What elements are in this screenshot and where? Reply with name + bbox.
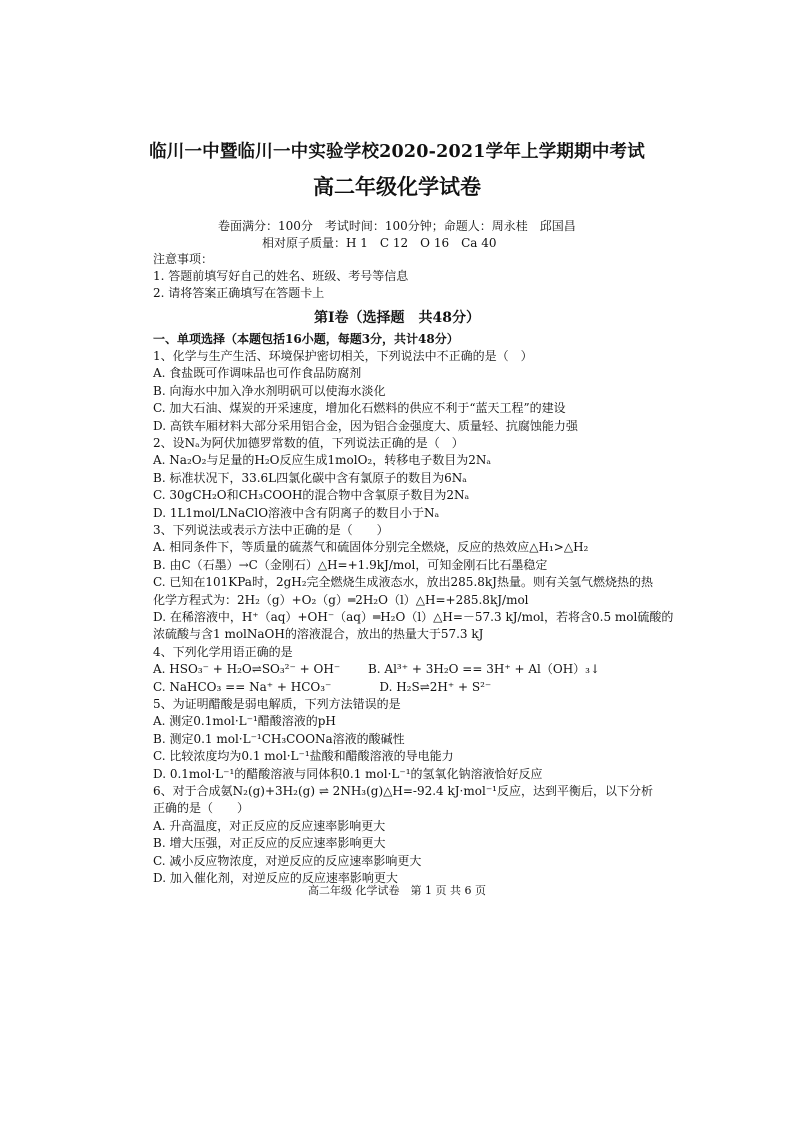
- question-line: C. 减小反应物浓度，对逆反应的反应速率影响更大: [153, 853, 422, 868]
- question-line: 2、设Nₐ为阿伏加德罗常数的值，下列说法正确的是（ ）: [153, 436, 464, 450]
- question-line: C. 加大石油、煤炭的开采速度，增加化石燃料的供应不利于“蓝天工程”的建设: [153, 401, 566, 416]
- question-line: A. 测定0.1mol·L⁻¹醋酸溶液的pH: [153, 714, 336, 729]
- question-line: 化学方程式为：2H₂（g）+O₂（g）═2H₂O（l）△H=+285.8kJ/mol: [153, 592, 529, 607]
- question-line: B. 测定0.1 mol·L⁻¹CH₃COONa溶液的酸碱性: [153, 731, 405, 746]
- question-line: 浓硫酸与含1 molNaOH的溶液混合，放出的热量大于57.3 kJ: [153, 627, 484, 642]
- question-line: C. 30gCH₂O和CH₃COOH的混合物中含氧原子数目为2Nₐ: [153, 488, 470, 503]
- question-line: D. 0.1mol·L⁻¹的醋酸溶液与同体积0.1 mol·L⁻¹的氢氧化钠溶液恰好反应: [153, 766, 543, 781]
- question-line: D. 加入催化剂，对逆反应的反应速率影响更大: [153, 871, 398, 885]
- question-line: 3、下列说法或表示方法中正确的是（ ）: [153, 523, 389, 537]
- question-line: B. 标准状况下，33.6L四氯化碳中含有氯原子的数目为6Nₐ: [153, 470, 467, 485]
- exam-title: 临川一中暨临川一中实验学校2020-2021学年上学期期中考试: [149, 142, 645, 162]
- question-line: B. 向海水中加入净水剂明矾可以使海水淡化: [153, 383, 386, 398]
- question-line: 正确的是（ ）: [153, 801, 250, 816]
- question-line: 4、下列化学用语正确的是: [153, 644, 293, 659]
- question-line: B. 增大压强，对正反应的反应速率影响更大: [153, 836, 386, 851]
- exam-meta-line2: 相对原子质量：H 1 C 12 O 16 Ca 40: [262, 236, 497, 250]
- notes-heading: 注意事项：: [153, 252, 214, 266]
- question-line: D. 在稀溶液中，H⁺（aq）+OH⁻（aq）═H₂O（l）△H=－57.3 kJ/mol，若将含0.5 mol硫酸的: [153, 610, 674, 624]
- question-line: A. 升高温度，对正反应的反应速率影响更大: [153, 818, 386, 833]
- question-line: A. HSO₃⁻ + H₂O⇌SO₃²⁻ + OH⁻ B. Al³⁺ + 3H₂O == 3H⁺ + Al（OH）₃↓: [153, 662, 601, 677]
- question-line: C. 比较浓度均为0.1 mol·L⁻¹盐酸和醋酸溶液的导电能力: [153, 749, 454, 764]
- question-line: 5、为证明醋酸是弱电解质，下列方法错误的是: [153, 697, 401, 711]
- question-line: A. 食盐既可作调味品也可作食品防腐剂: [153, 366, 362, 381]
- question-line: C. NaHCO₃ == Na⁺ + HCO₃⁻ D. H₂S⇌2H⁺ + S²⁻: [153, 679, 492, 694]
- notes-item: 2. 请将答案正确填写在答题卡上: [153, 286, 325, 300]
- exam-meta-line1: 卷面满分：100分 考试时间：100分钟；命题人：周永桂 邱国昌: [218, 219, 576, 233]
- exam-subtitle: 高二年级化学试卷: [313, 174, 481, 199]
- question-line: D. 1L1mol/LNaClO溶液中含有阴离子的数目小于Nₐ: [153, 505, 440, 520]
- part-heading: 一、单项选择（本题包括16小题，每题3分，共计48分）: [153, 332, 459, 346]
- question-line: D. 高铁车厢材料大部分采用铝合金，因为铝合金强度大、质量轻、抗腐蚀能力强: [153, 418, 578, 433]
- question-line: A. Na₂O₂与足量的H₂O反应生成1molO₂，转移电子数目为2Nₐ: [153, 453, 492, 468]
- question-line: 1、化学与生产生活、环境保护密切相关，下列说法中不正确的是（ ）: [153, 349, 533, 363]
- question-line: 6、对于合成氨N₂(g)+3H₂(g) ⇌ 2NH₃(g)△H=-92.4 kJ·mol⁻¹反应，达到平衡后，以下分析: [153, 784, 653, 798]
- notes-item: 1. 答题前填写好自己的姓名、班级、考号等信息: [153, 269, 409, 283]
- question-line: C. 已知在101KPa时，2gH₂完全燃烧生成液态水，放出285.8kJ热量。则有关氢气燃烧热的热: [153, 575, 653, 590]
- question-line: A. 相同条件下，等质量的硫蒸气和硫固体分别完全燃烧，反应的热效应△H₁>△H₂: [153, 540, 589, 555]
- section-title: 第Ⅰ卷（选择题 共48分）: [313, 310, 481, 326]
- question-line: B. 由C（石墨）→C（金刚石）△H=+1.9kJ/mol，可知金刚石比石墨稳定: [153, 557, 548, 572]
- page-footer: 高二年级 化学试卷 第 1 页 共 6 页: [308, 884, 486, 897]
